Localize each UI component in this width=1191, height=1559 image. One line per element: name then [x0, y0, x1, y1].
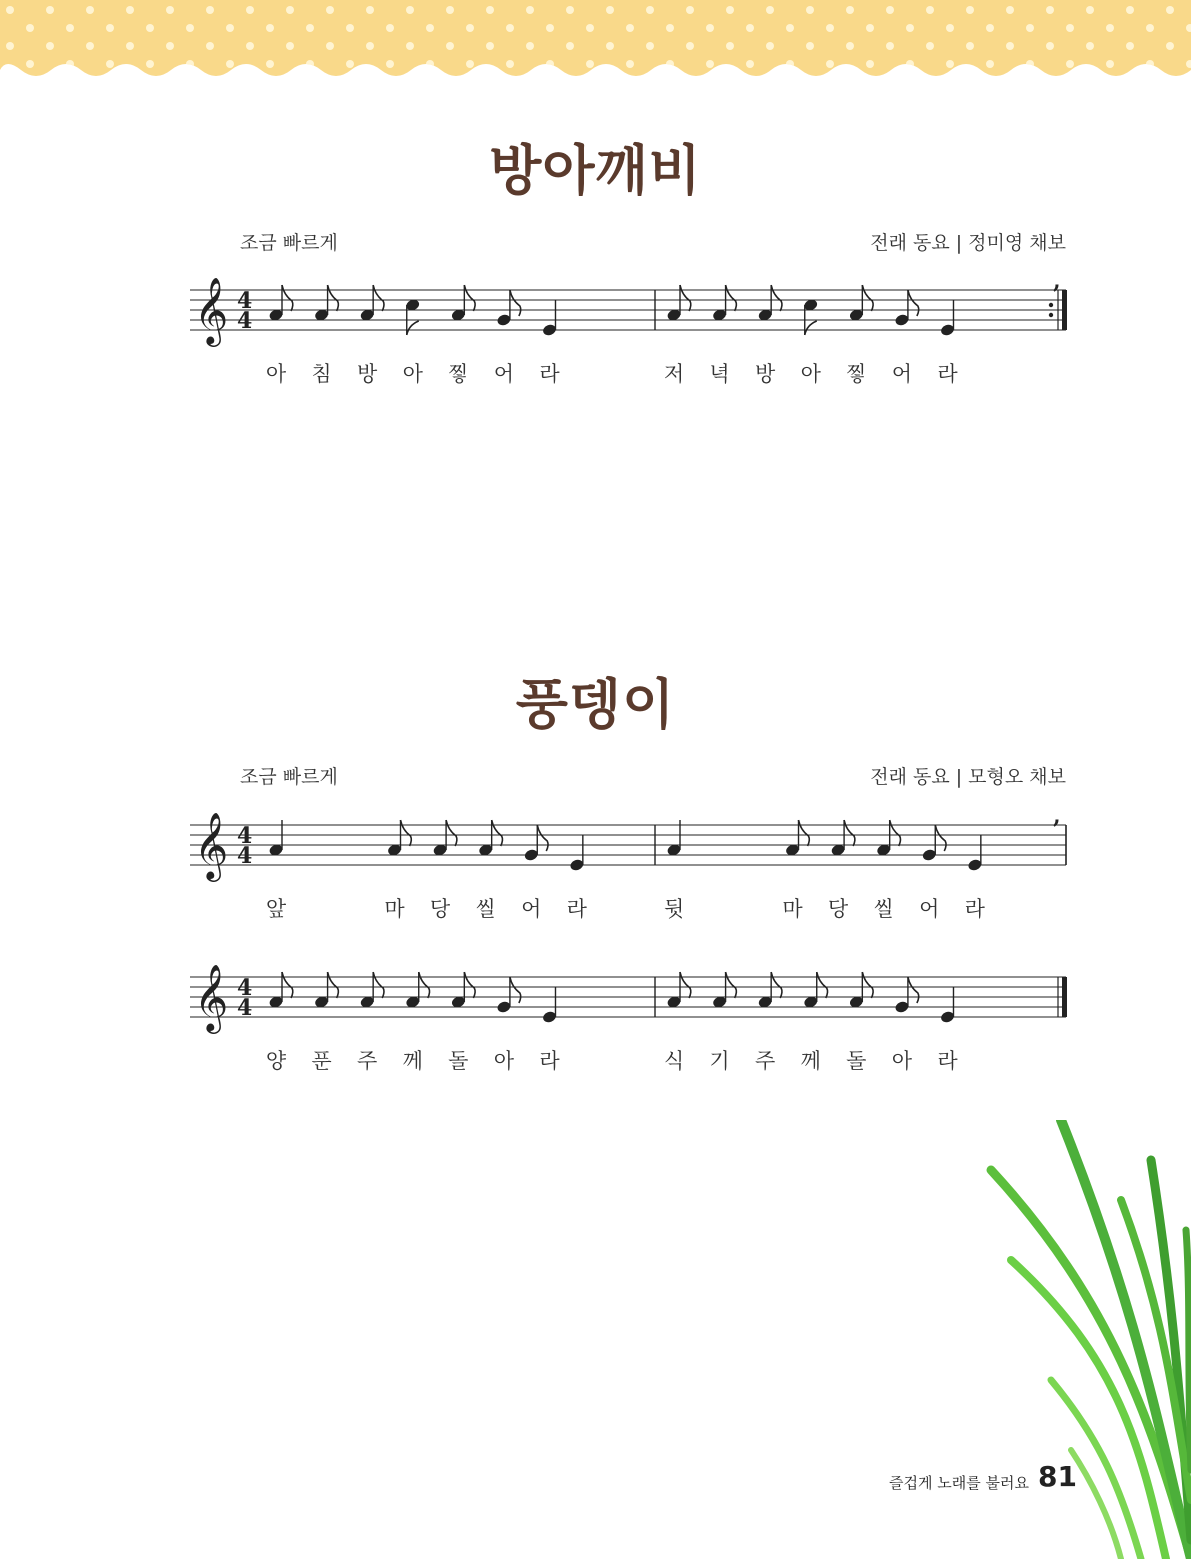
lyric-syllable: 앞 [265, 897, 287, 921]
lyric-syllable: 어 [891, 362, 913, 386]
note [940, 987, 956, 1024]
lyric-syllable: 아 [402, 362, 423, 386]
lyric-syllable: 라 [539, 1049, 560, 1073]
lyric-syllable: 께 [402, 1049, 423, 1073]
music-staff [190, 805, 1070, 905]
lyric-syllable: 라 [539, 362, 560, 386]
lyric-syllable: 뒷 [663, 897, 685, 921]
breath-mark-icon: , [1053, 803, 1061, 829]
lyric-syllable: 주 [755, 1049, 776, 1073]
note [666, 285, 691, 322]
lyric-syllable: 어 [521, 897, 542, 921]
note [451, 285, 476, 322]
note [666, 972, 691, 1009]
song-credit: 전래 동요 | 정미영 채보 [870, 232, 1066, 254]
note [496, 977, 521, 1014]
time-signature-top: 4 [237, 288, 253, 314]
lyric-syllable: 당 [827, 897, 849, 921]
page-number: 81 [1038, 1460, 1077, 1493]
time-signature-bottom: 4 [237, 843, 253, 869]
lyric-syllable: 어 [493, 362, 515, 386]
lyric-syllable: 아 [891, 1049, 913, 1073]
grass-illustration [951, 1120, 1191, 1559]
lyric-syllable: 마 [782, 897, 803, 921]
note [940, 300, 956, 337]
top-dotted-band [0, 0, 1191, 90]
note [314, 972, 339, 1009]
note [666, 820, 682, 857]
note [803, 298, 819, 335]
lyric-syllable: 푼 [311, 1049, 332, 1073]
note [359, 972, 384, 1009]
note [569, 835, 585, 872]
section-label: 즐겁게 노래를 불러요 [889, 1474, 1029, 1492]
note [921, 825, 946, 862]
note [876, 820, 901, 857]
lyric-syllable: 저 [663, 362, 685, 386]
treble-clef-icon: 𝄞 [194, 276, 229, 344]
lyric-syllable: 씰 [475, 897, 496, 921]
note [268, 972, 293, 1009]
note [405, 972, 430, 1009]
lyric-syllable: 당 [429, 897, 451, 921]
lyric-syllable: 어 [919, 897, 940, 921]
note [387, 820, 412, 857]
lyric-syllable: 양 [265, 1049, 287, 1073]
lyric-syllable: 녁 [709, 362, 730, 386]
tempo-marking: 조금 빠르게 [240, 766, 338, 788]
note [849, 972, 874, 1009]
note [268, 820, 284, 857]
lyric-syllable: 씰 [873, 897, 894, 921]
lyric-syllable: 마 [384, 897, 405, 921]
note [542, 987, 558, 1024]
lyric-syllable: 찧 [846, 362, 867, 386]
lyric-syllable: 라 [937, 362, 958, 386]
lyric-syllable: 돌 [846, 1049, 867, 1073]
note [757, 972, 782, 1009]
note [432, 820, 457, 857]
breath-mark-icon: , [1053, 268, 1061, 294]
lyric-syllable: 라 [964, 897, 985, 921]
note [712, 972, 737, 1009]
lyric-syllable: 기 [709, 1049, 730, 1073]
lyric-syllable: 침 [311, 362, 332, 386]
lyric-syllable: 방 [357, 362, 378, 386]
song-title: 풍뎅이 [515, 673, 676, 736]
lyric-syllable: 라 [566, 897, 587, 921]
lyric-syllable: 방 [755, 362, 776, 386]
note [967, 835, 983, 872]
music-staff [190, 957, 1070, 1057]
final-barline [1062, 290, 1067, 330]
note [496, 290, 521, 327]
song-title: 방아깨비 [489, 139, 702, 202]
note [894, 290, 919, 327]
note [785, 820, 810, 857]
lyric-syllable: 께 [800, 1049, 821, 1073]
lyric-syllable: 찧 [448, 362, 469, 386]
final-barline [1062, 977, 1067, 1017]
note [757, 285, 782, 322]
song-credit: 전래 동요 | 모형오 채보 [870, 766, 1066, 788]
treble-clef-icon: 𝄞 [194, 963, 229, 1031]
note [894, 977, 919, 1014]
time-signature-top: 4 [237, 975, 253, 1001]
lyric-syllable: 아 [265, 362, 287, 386]
note [849, 285, 874, 322]
repeat-dot [1049, 303, 1053, 307]
note [478, 820, 503, 857]
note [542, 300, 558, 337]
treble-clef-icon: 𝄞 [194, 811, 229, 879]
note [451, 972, 476, 1009]
lyric-syllable: 주 [357, 1049, 378, 1073]
time-signature-bottom: 4 [237, 308, 253, 334]
time-signature-top: 4 [237, 823, 253, 849]
note [268, 285, 293, 322]
note [314, 285, 339, 322]
note [830, 820, 855, 857]
lyric-syllable: 돌 [448, 1049, 469, 1073]
tempo-marking: 조금 빠르게 [240, 232, 338, 254]
note [712, 285, 737, 322]
lyric-syllable: 라 [937, 1049, 958, 1073]
note [523, 825, 548, 862]
note [359, 285, 384, 322]
repeat-dot [1049, 313, 1053, 317]
lyric-syllable: 아 [800, 362, 821, 386]
lyric-syllable: 아 [493, 1049, 515, 1073]
note [405, 298, 421, 335]
time-signature-bottom: 4 [237, 995, 253, 1021]
lyric-syllable: 식 [663, 1049, 685, 1073]
note [803, 972, 828, 1009]
music-staff [190, 270, 1070, 370]
